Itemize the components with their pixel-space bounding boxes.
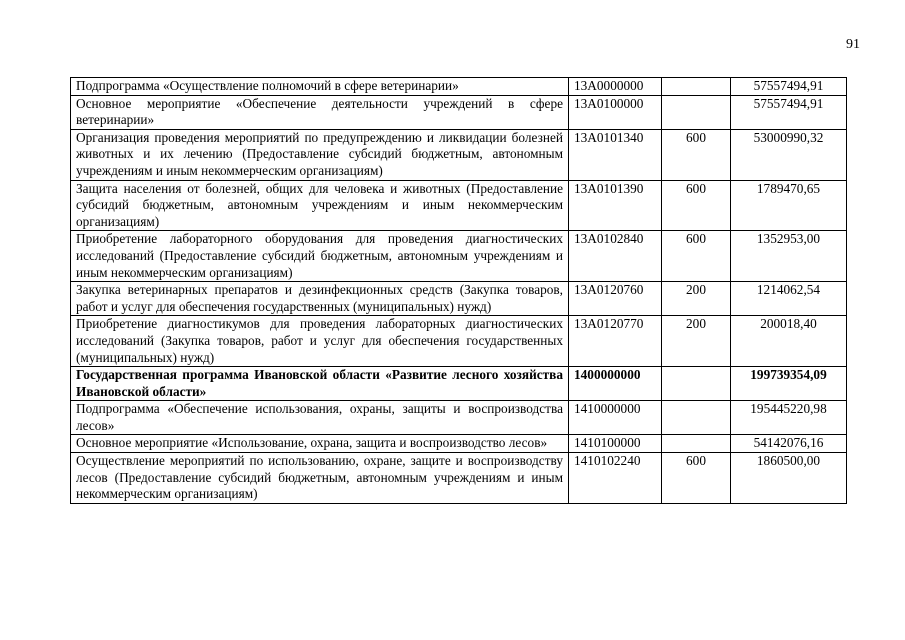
table-row [71, 316, 847, 367]
target-code-cell: 13А0120760 [569, 282, 662, 316]
target-code-cell: 13А0100000 [569, 95, 662, 129]
expense-type-cell: 600 [662, 180, 731, 231]
table-row [71, 453, 847, 504]
expense-type-cell: 600 [662, 129, 731, 180]
item-name-cell: Подпрограмма «Осуществление полномочий в сфере ветеринарии» [71, 78, 569, 96]
amount-cell: 199739354,09 [731, 367, 847, 401]
table-row [71, 129, 847, 180]
amount-cell: 57557494,91 [731, 95, 847, 129]
table-row [71, 435, 847, 453]
target-code-cell: 1410102240 [569, 453, 662, 504]
item-name-cell: Организация проведения мероприятий по предупреждению и ликвидации болезней животных и их лечению (Предоставление субсидий бюджетным, автономным учреждениям и иным некоммерческим организациям) [71, 129, 569, 180]
target-code-cell: 13А0120770 [569, 316, 662, 367]
item-name-cell: Подпрограмма «Обеспечение использования, охраны, защиты и воспроизводства лесов» [71, 401, 569, 435]
table-row [71, 78, 847, 96]
item-name-cell: Закупка ветеринарных препаратов и дезинфекционных средств (Закупка товаров, работ и услуг для обеспечения государственных (муниципальных) нужд) [71, 282, 569, 316]
amount-cell: 195445220,98 [731, 401, 847, 435]
item-name-cell: Защита населения от болезней, общих для человека и животных (Предоставление субсидий бюджетным, автономным учреждениям и иным некоммерческим организациям) [71, 180, 569, 231]
amount-cell: 1860500,00 [731, 453, 847, 504]
target-code-cell: 13А0102840 [569, 231, 662, 282]
expense-type-cell [662, 78, 731, 96]
item-name-cell: Государственная программа Ивановской области «Развитие лесного хозяйства Ивановской области» [71, 367, 569, 401]
table-row [71, 367, 847, 401]
amount-cell: 1352953,00 [731, 231, 847, 282]
expense-type-cell: 600 [662, 231, 731, 282]
target-code-cell: 1400000000 [569, 367, 662, 401]
budget-table [70, 77, 847, 504]
amount-cell: 53000990,32 [731, 129, 847, 180]
expense-type-cell [662, 401, 731, 435]
item-name-cell: Приобретение лабораторного оборудования для проведения диагностических исследований (Предоставление субсидий бюджетным, автономным учреждениям и иным некоммерческим организациям) [71, 231, 569, 282]
budget-table-body [71, 78, 847, 504]
amount-cell: 200018,40 [731, 316, 847, 367]
amount-cell: 1214062,54 [731, 282, 847, 316]
amount-cell: 57557494,91 [731, 78, 847, 96]
table-row [71, 180, 847, 231]
amount-cell: 1789470,65 [731, 180, 847, 231]
item-name-cell: Приобретение диагностикумов для проведения лабораторных диагностических исследований (Закупка товаров, работ и услуг для обеспечения государственных (муниципальных) нужд) [71, 316, 569, 367]
item-name-cell: Осуществление мероприятий по использованию, охране, защите и воспроизводству лесов (Предоставление субсидий бюджетным, автономным учреждениям и иным некоммерческим организациям) [71, 453, 569, 504]
amount-cell: 54142076,16 [731, 435, 847, 453]
target-code-cell: 13А0101390 [569, 180, 662, 231]
target-code-cell: 1410000000 [569, 401, 662, 435]
expense-type-cell [662, 435, 731, 453]
target-code-cell: 1410100000 [569, 435, 662, 453]
page-number: 91 [846, 37, 860, 52]
table-row [71, 231, 847, 282]
table-row [71, 95, 847, 129]
table-row [71, 401, 847, 435]
expense-type-cell: 200 [662, 282, 731, 316]
item-name-cell: Основное мероприятие «Обеспечение деятельности учреждений в сфере ветеринарии» [71, 95, 569, 129]
expense-type-cell [662, 95, 731, 129]
expense-type-cell: 600 [662, 453, 731, 504]
expense-type-cell [662, 367, 731, 401]
target-code-cell: 13А0101340 [569, 129, 662, 180]
table-row [71, 282, 847, 316]
expense-type-cell: 200 [662, 316, 731, 367]
target-code-cell: 13А0000000 [569, 78, 662, 96]
item-name-cell: Основное мероприятие «Использование, охрана, защита и воспроизводство лесов» [71, 435, 569, 453]
